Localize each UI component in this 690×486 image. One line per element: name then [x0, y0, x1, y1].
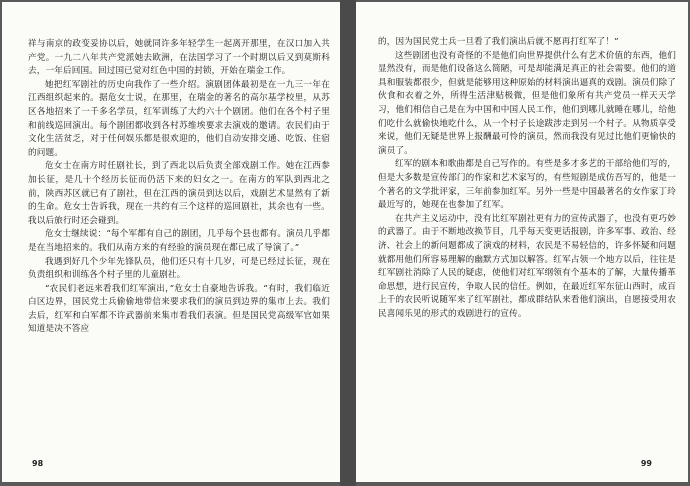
- paragraph: 在共产主义运动中，没有比红军剧社更有力的宣传武器了，也没有更巧妙的武器了。由于不断地改换节目，几乎每天变更话报剧，许多军事、政治、经济、社会上的新问题都成了演戏的材料，农民是不易轻信的，许多怀疑和问题就都用他们所容易理解的幽默方式加以解答。红军占领一个地方以后，往往是红军剧社消除了人民的疑虑，使他们对红军纲领有个基本的了解，大量传播革命思想，进行民宣传，争取人民的信任。例如，在最近红军东征山西时，成百上千的农民听说随军来了红军剧社，都成群结队来看他们演出，自愿接受用农民喜闻乐见的形式的戏剧进行的宣传。: [378, 213, 676, 319]
- paragraph: 我遇到好几个少年先锋队员，他们还只有十几岁，可是已经过长征，现在负责组织和训练各个村子里的儿童剧社。: [28, 256, 330, 281]
- right-page: [356, 2, 688, 482]
- paragraph: 祥与南京的政变妥协以后，她就同许多年轻学生一起离开那里，在汉口加入共产党。一九二八年共产党派她去欧洲，在法国学习了一个时期以后又到莫斯科去，一年后回国。回过国已觉对红色中国的封锁，开始在瑞金工作。: [28, 39, 330, 77]
- left-page: [2, 2, 340, 482]
- paragraph: 这些剧团也没有奇怪的不是他们向世界提供什么有艺术价值的东西，他们显然没有，而是他们设备这么简陋，可是却能满足真正的社会需要。他们的道具和服装都很少，但就是能够用这种原始的材料演出逼真的戏剧。演员们除了伙食和衣着之外，所得生活津贴极微，但是他们象所有共产党员一样天天学习，他们相信自己是在为中国和中国人民工作，他们到哪儿就睡在哪儿，给他们吃什么就偷快地吃什么，从一个村子长途跋涉走到另一个村子。从物质享受来说，他们无疑是世界上报酬最可怜的演员，然而我没有见过比他们更愉快的演员了。: [378, 50, 676, 156]
- paragraph: “农民们老远来看我们红军演出，”危女士自豪地告诉我。“有时，我们临近白区边界，国民党士兵偷偷地带信来要求我们的演员到边界的集市上去。我们去后，红军和白军都不许武器前来集市看我们表演。但是国民党高级军官如果知道是决不答应: [28, 283, 330, 335]
- page-number: 99: [640, 459, 652, 468]
- page-number: 98: [32, 459, 44, 468]
- right-page-text: [378, 36, 676, 321]
- book-gutter: [340, 0, 356, 486]
- left-page-text: [28, 38, 330, 337]
- paragraph: 危女士继续说：“每个军都有自己的剧团，几乎每个县也都有。演员几乎都是在当地招来的。我们从南方来的有经验的演员现在都已成了导演了。”: [28, 229, 330, 253]
- paragraph: 的，因为国民党士兵一旦看了我们演出后就不愿再打红军了！”: [378, 37, 619, 47]
- paragraph: 危女士在南方时任剧社长，到了西北以后负责全部戏剧工作。她在江西参加长征，是几十个经历长征而仍活下来的妇女之一。在南方的军队到西北之前，陕西苏区就已有了剧社，但在江西的演员到达以后，戏剧艺术显然有了新的生命。危女士告诉我，现在一共约有三个这样的巡回剧社，其余也有一些。我以后旅行时还会碰到。: [28, 161, 330, 226]
- paragraph: 红军的剧本和歌曲都是自己写作的。有些是多才多艺的干部给他们写的，但是大多数是宣传部门的作家和艺术家写的，有些短剧是成仿吾写的，他是一个著名的文学批评家，三年前参加红军。另外一些是中国最著名的女作家丁玲最近写的，她现在也参加了红军。: [378, 159, 676, 211]
- paragraph: 她把红军剧社的历史向我作了一些介绍。演剧团体最初是在一九三一年在江西组织起来的。据危女士说，在那里，在瑞金的著名的高尔基学校里，从苏区各地招来了一千多名学员，红军训练了大约六十个剧团。他们在各个村子里和前线巡回演出。每个剧团都收到各村苏维埃要求去演戏的邀请。农民们由于文化生活贫乏，对于任何娱乐都是很欢迎的，他们自动安排交通、吃饭、住宿的问题。: [28, 79, 330, 158]
